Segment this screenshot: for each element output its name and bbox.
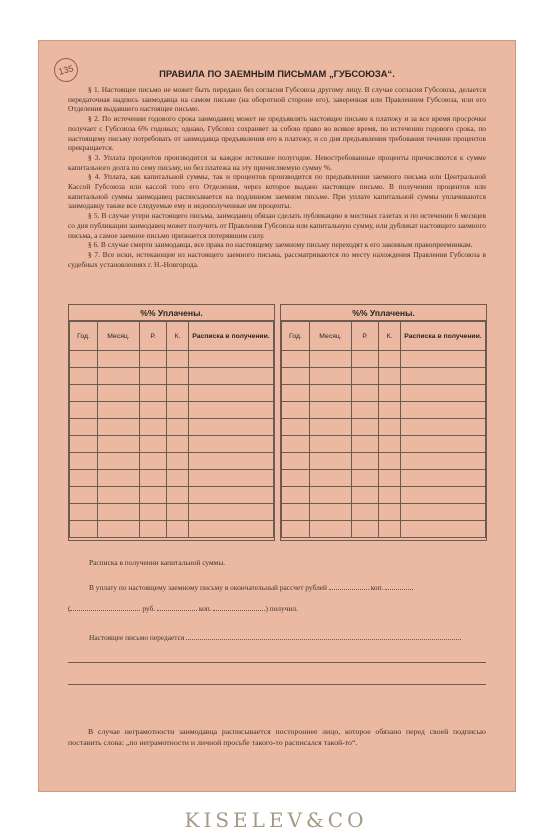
payment-cell bbox=[379, 402, 401, 419]
payment-cell bbox=[70, 504, 98, 521]
payment-row bbox=[70, 351, 274, 368]
signature-line-2 bbox=[68, 684, 486, 685]
receipt-amount-text: В уплату по настоящему заемному письму в окончательный рассчет рублей bbox=[89, 583, 327, 592]
kop-label: коп. bbox=[370, 583, 384, 592]
payment-cell bbox=[70, 368, 98, 385]
payment-row bbox=[70, 419, 274, 436]
payment-cell bbox=[352, 470, 379, 487]
payment-cell bbox=[352, 368, 379, 385]
illiteracy-note-text: В случае неграмотности заимодавца расписывается постороннее лицо, которое обязано перед своей подписью поставить слова: „по неграмотности и личной просьбе такого-то расписался такой-то“. bbox=[68, 727, 486, 747]
payment-row bbox=[70, 368, 274, 385]
payment-cell bbox=[140, 521, 167, 538]
rule-paragraph-5: § 5. В случае утери настоящего письма, заимодавец обязан сделать публикацию в местных газетах и по истечении 6 месяцев со дня публикации заимодавец может получить от Правления Губсоюза или капитальную сумму, или дубликат настоящего заемного письма, а самое заемное письмо признается потерявшим силу. bbox=[68, 211, 486, 240]
payment-cell bbox=[379, 521, 401, 538]
payment-cell bbox=[98, 419, 140, 436]
col-receipt-header: Расписка в получении. bbox=[401, 322, 486, 351]
payment-row bbox=[70, 453, 274, 470]
payment-cell bbox=[140, 368, 167, 385]
payment-cell bbox=[189, 453, 274, 470]
payment-row bbox=[282, 351, 486, 368]
payment-cell bbox=[352, 453, 379, 470]
rule-paragraph-3: § 3. Уплата процентов производится за каждое истекшее полугодие. Невостребованные проценты причисляются к сумме капитального долга по сему письму, но без платежа на эту причисляемую сумму %. bbox=[68, 152, 486, 172]
kop-words-blank bbox=[157, 610, 197, 611]
payment-cell bbox=[189, 470, 274, 487]
payment-cell bbox=[310, 402, 352, 419]
payment-cell bbox=[98, 351, 140, 368]
payment-cell bbox=[282, 504, 310, 521]
payment-row bbox=[282, 419, 486, 436]
payment-cell bbox=[167, 351, 189, 368]
col-rub-header: Р. bbox=[140, 322, 167, 351]
payment-cell bbox=[98, 453, 140, 470]
payments-table-left bbox=[68, 304, 275, 541]
payment-cell bbox=[167, 521, 189, 538]
payment-cell bbox=[189, 504, 274, 521]
payment-cell bbox=[352, 436, 379, 453]
payment-cell bbox=[401, 470, 486, 487]
payment-row bbox=[70, 402, 274, 419]
payment-cell bbox=[401, 504, 486, 521]
col-month-header: Месяц. bbox=[98, 322, 140, 351]
kop-blank bbox=[385, 589, 413, 590]
payment-cell bbox=[98, 385, 140, 402]
col-month-header: Месяц. bbox=[310, 322, 352, 351]
payment-cell bbox=[379, 385, 401, 402]
payment-cell bbox=[282, 487, 310, 504]
payment-cell bbox=[401, 521, 486, 538]
payment-row bbox=[70, 385, 274, 402]
payment-cell bbox=[167, 368, 189, 385]
transfer-blank bbox=[186, 639, 461, 640]
payment-cell bbox=[189, 419, 274, 436]
payment-cell bbox=[282, 453, 310, 470]
payment-cell bbox=[282, 351, 310, 368]
payments-grid-left bbox=[69, 321, 274, 538]
payment-cell bbox=[167, 470, 189, 487]
payment-row bbox=[282, 368, 486, 385]
payment-cell bbox=[282, 521, 310, 538]
illiteracy-note bbox=[68, 726, 486, 748]
payment-cell bbox=[401, 385, 486, 402]
payment-cell bbox=[70, 419, 98, 436]
payment-row bbox=[282, 470, 486, 487]
payment-cell bbox=[379, 368, 401, 385]
payment-cell bbox=[379, 453, 401, 470]
payment-cell bbox=[310, 385, 352, 402]
document-title: ПРАВИЛА ПО ЗАЕМНЫМ ПИСЬМАМ „ГУБСОЮЗА“. bbox=[159, 68, 395, 79]
payment-cell bbox=[70, 487, 98, 504]
payment-cell bbox=[98, 470, 140, 487]
payment-row bbox=[282, 453, 486, 470]
payment-cell bbox=[379, 470, 401, 487]
payment-cell bbox=[98, 368, 140, 385]
payment-cell bbox=[401, 351, 486, 368]
payments-body-right bbox=[282, 351, 486, 538]
payment-cell bbox=[189, 487, 274, 504]
payment-cell bbox=[140, 504, 167, 521]
watermark: KISELEV&CO bbox=[184, 808, 368, 832]
payment-cell bbox=[379, 487, 401, 504]
col-kop-header: К. bbox=[379, 322, 401, 351]
payment-cell bbox=[70, 436, 98, 453]
col-year-header: Год. bbox=[282, 322, 310, 351]
payment-cell bbox=[379, 436, 401, 453]
payment-row bbox=[70, 436, 274, 453]
payment-cell bbox=[167, 436, 189, 453]
payment-cell bbox=[401, 436, 486, 453]
payment-cell bbox=[310, 419, 352, 436]
rule-paragraph-1: § 1. Настоящее письмо не может быть передано без согласия Губсоюза другому лицу. В случае согласия Губсоюза, делается передаточная надпись заимодавца на самом письме (на оборотной стороне его), заверенная или Правлением Губсоюза, или его Отделения выдавшего настоящее письмо. bbox=[68, 85, 486, 114]
payment-cell bbox=[189, 402, 274, 419]
rubles-words-blank bbox=[70, 610, 140, 611]
payment-row bbox=[282, 436, 486, 453]
col-receipt-header: Расписка в получении. bbox=[189, 322, 274, 351]
payment-cell bbox=[98, 487, 140, 504]
payment-cell bbox=[140, 351, 167, 368]
payment-cell bbox=[282, 436, 310, 453]
payment-cell bbox=[379, 419, 401, 436]
payment-cell bbox=[310, 436, 352, 453]
payment-cell bbox=[282, 470, 310, 487]
payment-cell bbox=[310, 351, 352, 368]
payment-cell bbox=[167, 402, 189, 419]
rub-label: руб. bbox=[142, 604, 156, 613]
payments-grid-right bbox=[281, 321, 486, 538]
payment-cell bbox=[310, 368, 352, 385]
col-year-header: Год. bbox=[70, 322, 98, 351]
payment-cell bbox=[189, 368, 274, 385]
payment-cell bbox=[401, 419, 486, 436]
payment-cell bbox=[167, 504, 189, 521]
payment-cell bbox=[70, 521, 98, 538]
payments-caption: %% Уплачены. bbox=[281, 305, 486, 321]
receipt-title: Расписка в получении капитальной суммы. bbox=[89, 558, 226, 567]
rules-text bbox=[68, 85, 486, 269]
rubles-blank bbox=[329, 589, 369, 590]
payment-row bbox=[282, 487, 486, 504]
payments-body-left bbox=[70, 351, 274, 538]
payment-cell bbox=[352, 487, 379, 504]
payment-cell bbox=[140, 453, 167, 470]
receipt-amount-line bbox=[89, 583, 413, 592]
payment-row bbox=[282, 521, 486, 538]
open-paren: ( bbox=[68, 604, 71, 613]
payment-cell bbox=[167, 385, 189, 402]
payment-cell bbox=[282, 368, 310, 385]
payment-cell bbox=[401, 402, 486, 419]
signature-line bbox=[68, 662, 486, 663]
payment-row bbox=[282, 385, 486, 402]
payment-cell bbox=[352, 351, 379, 368]
payment-cell bbox=[189, 351, 274, 368]
payment-cell bbox=[140, 402, 167, 419]
pencil-mark: 135 bbox=[51, 55, 80, 84]
payment-row bbox=[70, 470, 274, 487]
payment-cell bbox=[98, 402, 140, 419]
payment-cell bbox=[379, 504, 401, 521]
payment-cell bbox=[140, 487, 167, 504]
payment-cell bbox=[140, 385, 167, 402]
payment-row bbox=[70, 487, 274, 504]
payment-cell bbox=[310, 453, 352, 470]
payment-cell bbox=[70, 351, 98, 368]
transfer-text: Настоящее письмо передается bbox=[89, 633, 185, 642]
payment-cell bbox=[98, 521, 140, 538]
payment-cell bbox=[401, 453, 486, 470]
payment-cell bbox=[352, 402, 379, 419]
payment-cell bbox=[282, 419, 310, 436]
payment-cell bbox=[167, 487, 189, 504]
payment-cell bbox=[98, 504, 140, 521]
receipt-words-line bbox=[68, 604, 298, 613]
rule-paragraph-6: § 6. В случае смерти заимодавца, все права по настоящему заемному письму переходят к его законным правопреемникам. bbox=[88, 240, 473, 250]
payment-cell bbox=[167, 453, 189, 470]
payment-cell bbox=[401, 487, 486, 504]
payment-cell bbox=[352, 521, 379, 538]
payment-cell bbox=[310, 521, 352, 538]
payment-cell bbox=[70, 453, 98, 470]
kop-words-blank-2 bbox=[213, 610, 265, 611]
col-rub-header: Р. bbox=[352, 322, 379, 351]
payments-table-right bbox=[280, 304, 487, 541]
payment-cell bbox=[140, 419, 167, 436]
payment-cell bbox=[401, 368, 486, 385]
payment-cell bbox=[310, 487, 352, 504]
payment-row bbox=[282, 504, 486, 521]
payments-header-row bbox=[70, 322, 274, 351]
payment-cell bbox=[189, 385, 274, 402]
payment-cell bbox=[70, 470, 98, 487]
received-label: ) получил. bbox=[265, 604, 298, 613]
payments-section bbox=[68, 304, 487, 541]
payment-row bbox=[282, 402, 486, 419]
payment-cell bbox=[70, 385, 98, 402]
payment-cell bbox=[352, 419, 379, 436]
payment-cell bbox=[98, 436, 140, 453]
payment-cell bbox=[167, 419, 189, 436]
payments-header-row bbox=[282, 322, 486, 351]
payment-row bbox=[70, 521, 274, 538]
col-kop-header: К. bbox=[167, 322, 189, 351]
rule-paragraph-4: § 4. Уплата, как капитальной суммы, так и процентов производится по предъявлении заемного письма или Центральной Кассой Губсоюза или кассой того его Отделения, через которое выдано настоящее письмо. В получении процентов или капитальной суммы заимодавец расписывается на подлинном заемном письме. При уплате капитальной суммы уплачиваются заимодавцу также все следуемые ему и недополученные им проценты. bbox=[68, 172, 486, 211]
payment-cell bbox=[310, 504, 352, 521]
payment-cell bbox=[379, 351, 401, 368]
payment-cell bbox=[70, 402, 98, 419]
payment-cell bbox=[189, 521, 274, 538]
kop-label-2: коп. bbox=[198, 604, 212, 613]
rule-paragraph-7: § 7. Все иски, истекающие из настоящего заемного письма, рассматриваются по месту нахождения Правления Губсоюза в судебных установлениях г. Н.-Новгорода. bbox=[68, 249, 486, 269]
payments-caption: %% Уплачены. bbox=[69, 305, 274, 321]
payment-cell bbox=[352, 385, 379, 402]
rule-paragraph-2: § 2. По истечении годового срока заимодавец может не предъявлять настоящее письмо к платежу и за все время просрочки получает с Губсоюза 6% годовых; однако, Губсоюз сохраняет за собою право во всякое время, по истечении годового срока, по настоящему письму потребовать от заимодавца предъявления его к платежу, и со дня предъявления требования течение процентов прекращается. bbox=[68, 114, 486, 153]
payment-cell bbox=[140, 470, 167, 487]
transfer-line bbox=[89, 633, 461, 642]
payment-cell bbox=[352, 504, 379, 521]
payment-cell bbox=[282, 402, 310, 419]
payment-cell bbox=[189, 436, 274, 453]
payment-cell bbox=[282, 385, 310, 402]
payment-cell bbox=[140, 436, 167, 453]
payment-row bbox=[70, 504, 274, 521]
payment-cell bbox=[310, 470, 352, 487]
